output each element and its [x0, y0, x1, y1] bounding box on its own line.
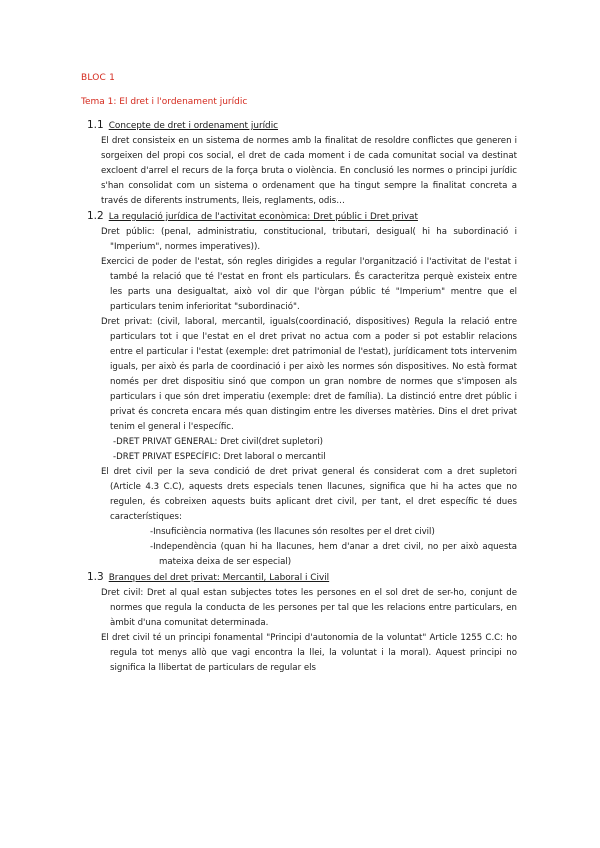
- paragraph: Dret privat: (civil, laboral, mercantil, iguals(coordinació, dispositives) Regula la relació entre particulars tot i que l'estat en el dret privat no actua com a poder si pot establir relacions entre el particular i l'estat (exemple: dret patrimonial de l'estat), jurídicament tots intervenim iguals, per això és parla de coordinació i per això les normes són dispositives. No està format només per dret dispositiu sinó que compon un gran nombre de normes que s'imposen als particulars i que són dret imperatiu (exemple: dret de família). La distinció entre dret públic i privat és concreta encara més quan distingim entre les diverses matèries. Dins el dret privat tenim el general i l'específic.: [101, 317, 517, 432]
- paragraph: Dret públic: (penal, administratiu, constitucional, tributari, desigual( hi ha subordinació i "Imperium", normes imperatives)).: [101, 227, 517, 252]
- bloc-label: BLOC 1: [81, 73, 116, 83]
- paragraph: El dret civil té un principi fonamental "Principi d'autonomia de la voluntat" Article 1255 C.C: ho regula tot menys allò que vagi encontra la llei, la voluntat i la moral). Aquest principi no significa la llibertat de particulars de regular els: [101, 633, 517, 673]
- section-heading-1-3: [87, 570, 517, 586]
- section-number: 1.1: [87, 119, 104, 131]
- list-item: -Independència (quan hi ha llacunes, hem d'anar a dret civil, no per això aquesta mateixa deixa de ser especial): [150, 542, 517, 567]
- paragraph: Dret civil: Dret al qual estan subjectes totes les persones en el sol dret de ser-ho, conjunt de normes que regula la conducta de les persones per tal que les relacions entre particulars, en àmbit d'una comunitat determinada.: [101, 588, 517, 628]
- list-item: -DRET PRIVAT ESPECÍFIC: Dret laboral o mercantil: [113, 452, 326, 462]
- paragraph: El dret civil per la seva condició de dret privat general és considerat com a dret supletori (Article 4.3 C.C), aquests drets especials tenen llacunes, significa que hi ha actes que no regulen, és cobreixen aquests buits aplicant dret civil, per tant, el dret específic té dues característiques:: [101, 467, 517, 522]
- paragraph: Exercici de poder de l'estat, són regles dirigides a regular l'organització i l'activitat de l'estat i també la relació que té l'estat en front els particulars. És caracteritza perquè existeix entre les parts una desigualtat, això vol dir que l'òrgan públic té "Imperium" mentre que el particulars tenim inferioritat "subordinació".: [101, 257, 517, 312]
- paragraph: El dret consisteix en un sistema de normes amb la finalitat de resoldre conflictes que generen i sorgeixen del propi cos social, el dret de cada moment i de cada comunitat social va destinat excloent d'arrel el recurs de la força bruta o violència. En conclusió les normes o principi jurídic s'han consolidat com un sistema o ordenament que ha tingut sempre la finalitat concreta a través de diferents instruments, lleis, reglaments, odis…: [101, 136, 517, 206]
- list-item: -Insuficiència normativa (les llacunes són resoltes per el dret civil): [150, 527, 435, 537]
- section-heading-1-1: [87, 118, 517, 134]
- section-number: 1.2: [87, 210, 104, 222]
- section-title: Concepte de dret i ordenament jurídic: [108, 121, 279, 131]
- section-number: 1.3: [87, 571, 104, 583]
- section-title: Branques del dret privat: Mercantil, Laboral i Civil: [108, 573, 330, 583]
- document-body: [87, 118, 517, 676]
- section-title: La regulació jurídica de l'activitat econòmica: Dret públic i Dret privat: [108, 212, 418, 222]
- tema-title: Tema 1: El dret i l'ordenament jurídic: [81, 97, 248, 107]
- section-heading-1-2: [87, 209, 517, 225]
- list-item: -DRET PRIVAT GENERAL: Dret civil(dret supletori): [113, 437, 323, 447]
